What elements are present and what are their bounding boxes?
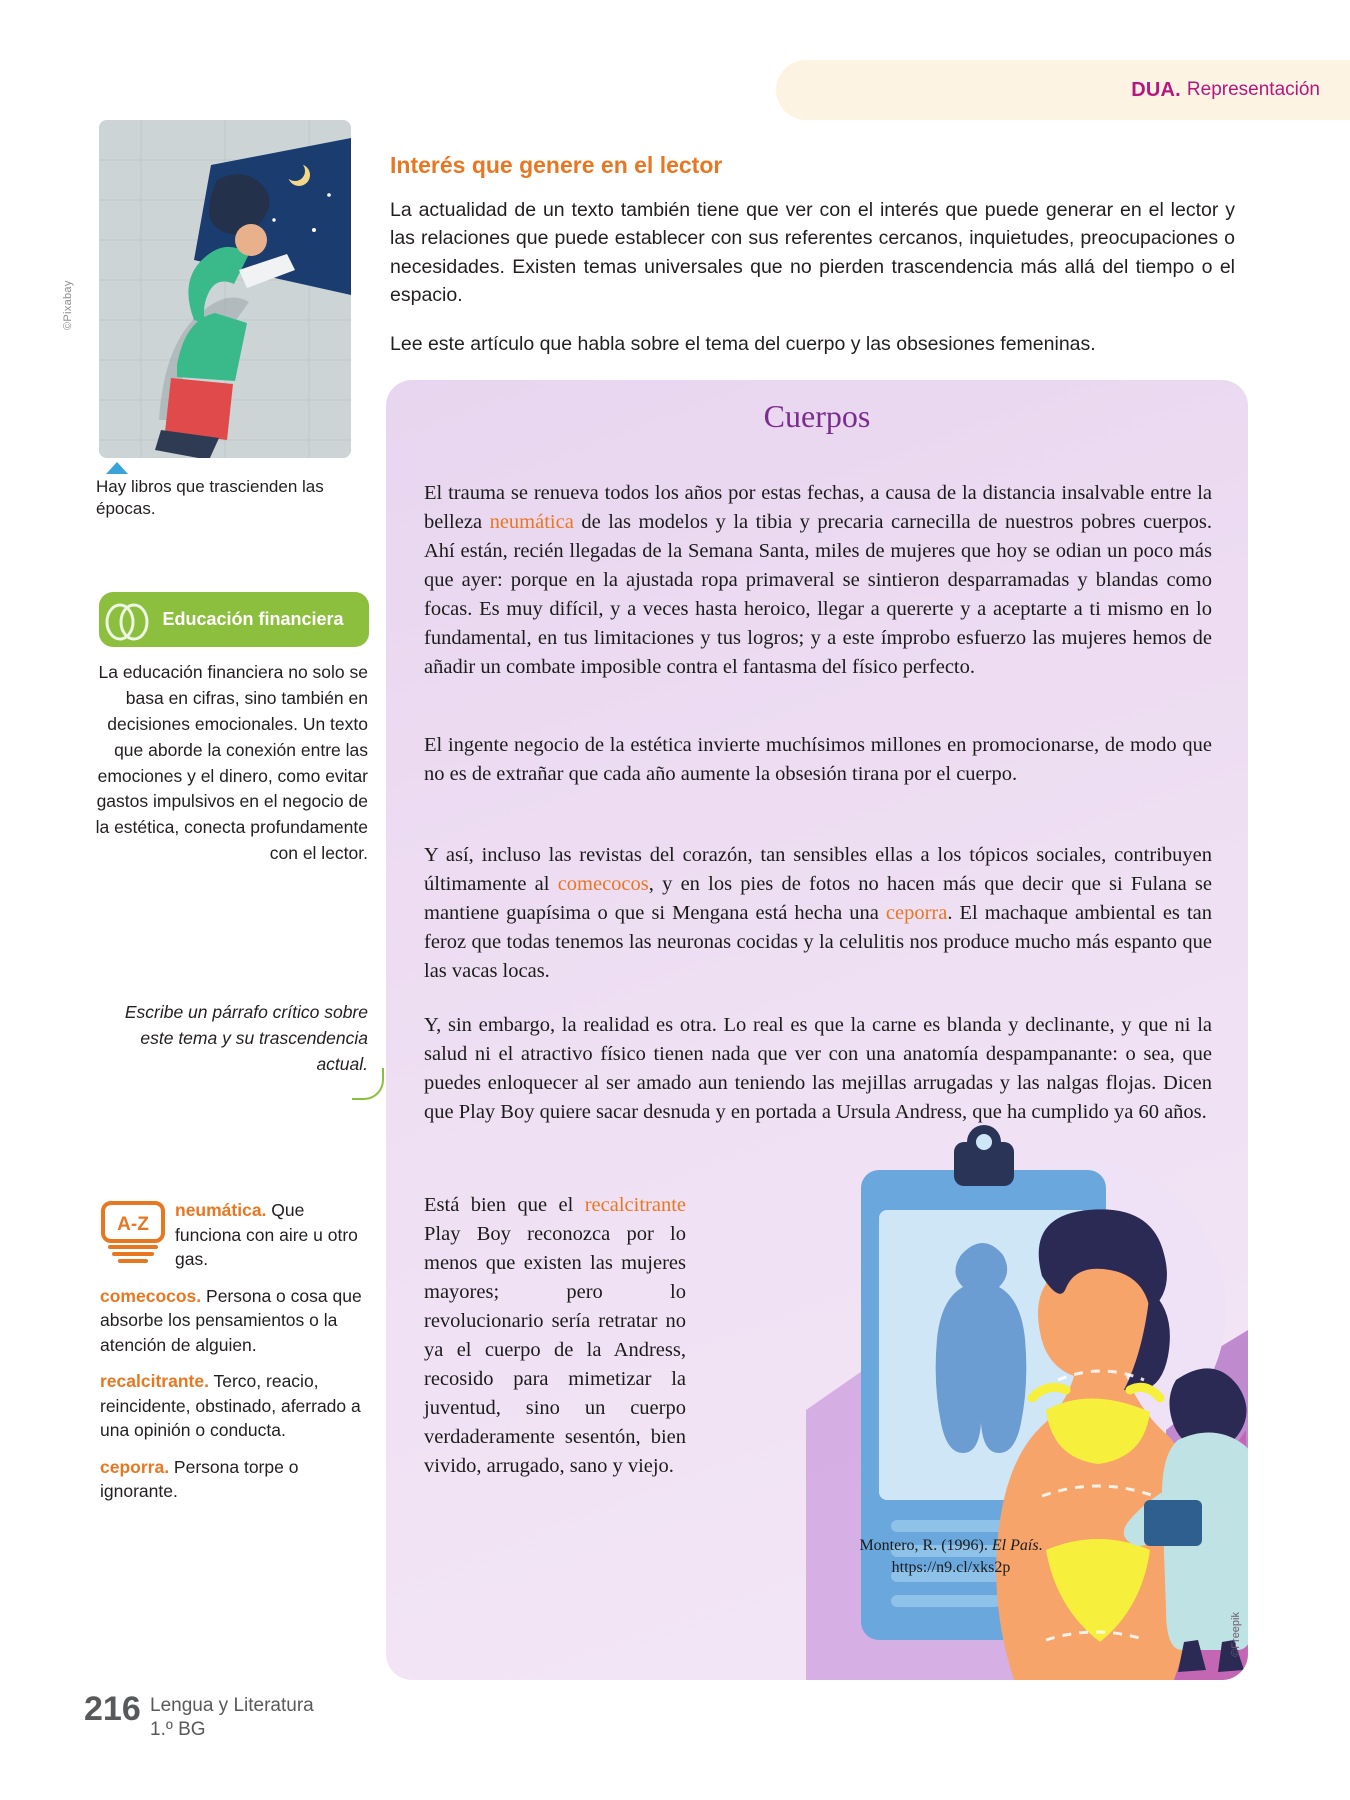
photo-credit: ©Pixabay <box>62 280 74 330</box>
p5-b: Play Boy reconozca por lo menos que existen las mujeres mayores; pero lo revolucionario sería retratar no ya el cuerpo de la Andress, recosido para mimetizar la juventud, sino un cuerpo verdaderamente sesentón, bien vivido, arrugado, sano y viejo. <box>424 1222 686 1478</box>
p5-highlight: recalcitrante <box>584 1193 686 1216</box>
glossary-list <box>100 1198 365 1516</box>
glossary-entry <box>100 1455 365 1504</box>
glossary-entry <box>100 1198 365 1272</box>
edu-financiera-title: Educación financiera <box>162 609 344 630</box>
section-title: Interés que genere en el lector <box>390 152 723 178</box>
footer-info <box>150 1694 314 1742</box>
svg-text:A-Z: A-Z <box>117 1214 149 1235</box>
glossary-def: Persona torpe o ignorante. <box>100 1456 299 1501</box>
glossary-def: Terco, reacio, reincidente, obstinado, aferrado a una opinión o conducta. <box>100 1371 361 1440</box>
reading-photo <box>99 120 351 458</box>
article-source <box>786 1535 1116 1578</box>
source-author: Montero, R. (1996). <box>859 1537 992 1554</box>
p5-a: Está bien que el <box>424 1193 585 1216</box>
coins-icon <box>104 600 150 644</box>
article-paragraph-4: Y, sin embargo, la realidad es otra. Lo real es que la carne es blanda y declinante, y que ni la salud ni el atractivo físico tienen nada que ver con una anatomía despampanante: o sea, que puedes enloquecer al ser amado aun teniendo las mejillas arrugadas y las nalgas flojas. Dicen que Play Boy quiere sacar desnuda y en portada a Ursula Andress, que ha cumplido ya 60 años. <box>424 1013 1212 1123</box>
source-url[interactable]: https://n9.cl/xks2p <box>891 1558 1011 1576</box>
caption-arrow-icon <box>106 462 128 474</box>
glossary-def: Que funciona con aire u otro gas. <box>175 1200 358 1269</box>
p3-highlight-1: comecocos <box>557 872 649 895</box>
p3-c: . El machaque ambiental es tan feroz que todas tenemos las neuronas cocidas y la celulitis nos produce mucho más espanto que las vacas locas. <box>424 901 1212 982</box>
article-panel <box>386 380 1248 1680</box>
footer-book: Lengua y Literatura <box>150 1695 314 1716</box>
footer-level: 1.º BG <box>150 1718 206 1740</box>
article-text <box>386 380 1248 1680</box>
source-publication: El País <box>991 1537 1039 1554</box>
dua-label: DUA. <box>1131 78 1181 101</box>
article-paragraph-1 <box>424 479 1212 683</box>
article-title: Cuerpos <box>763 398 871 434</box>
speech-bubble-tail-icon <box>352 1068 384 1100</box>
edu-financiera-task: Escribe un párrafo crítico sobre este tema y su trascendencia actual. <box>124 1002 368 1074</box>
page-number: 216 <box>84 1690 141 1728</box>
p1-b: de las modelos y la tibia y precaria carnecilla de nuestros pobres cuerpos. Ahí están, recién llegadas de la Semana Santa, miles de mujeres que hoy se odian un poco más que ayer: porque en la ajustada ropa primaveral se sintieron desparramadas y blandas como focas. Es muy difícil, y a veces hasta heroico, llegar a quererte y a aceptarte a ti mismo en lo fundamental, en tus limitaciones y tus logros; y a este ímprobo esfuerzo las mujeres hemos de añadir un combate imposible contra el fantasma del físico perfecto. <box>424 510 1212 679</box>
glossary-term: recalcitrante. <box>100 1371 209 1391</box>
p3-a: Y así, incluso las revistas del corazón, tan sensibles ellas a los tópicos sociales, contribuyen últimamente al <box>424 843 1212 895</box>
illustration-credit: ©Freepik <box>1230 1612 1242 1657</box>
dua-banner <box>776 60 1350 120</box>
glossary-entry <box>100 1284 365 1358</box>
source-punct: . <box>1038 1537 1043 1554</box>
glossary-def: Persona o cosa que absorbe los pensamientos o la atención de alguien. <box>100 1285 362 1355</box>
edu-financiera-body: La educación financiera no solo se basa en cifras, sino también en decisiones emocionales. Un texto que aborde la conexión entre las emociones y el dinero, como evitar gastos impulsivos en el negocio de la estética, conecta profundamente con el lector. <box>95 662 368 864</box>
glossary-term: ceporra. <box>100 1456 170 1477</box>
p3-highlight-2: ceporra <box>885 901 948 924</box>
photo-illustration <box>99 120 351 458</box>
photo-caption: Hay libros que trascienden las épocas. <box>96 477 324 519</box>
article-paragraph-5 <box>424 1191 686 1482</box>
glossary-term: neumática. <box>175 1200 267 1220</box>
p3-b: , y en los pies de fotos no hacen más que decir que si Fulana se mantiene guapísima o que si Mengana está hecha una <box>424 872 1212 924</box>
p1-a: El trauma se renueva todos los años por estas fechas, a causa de la distancia insalvable entre la belleza <box>424 481 1212 533</box>
intro-paragraph-1: La actualidad de un texto también tiene que ver con el interés que puede generar en el lector y las relaciones que puede establecer con sus referentes cercanos, inquietudes, preocupaciones o necesidades. Existen temas universales que no pierden trascendencia más allá del tiempo o el espacio. <box>390 199 1235 306</box>
intro-paragraph-2: Lee este artículo que habla sobre el tema del cuerpo y las obsesiones femeninas. <box>390 333 1096 355</box>
article-paragraph-3 <box>424 841 1212 987</box>
glossary-entry <box>100 1369 365 1443</box>
glossary-term: comecocos. <box>100 1285 202 1306</box>
p1-highlight: neumática <box>489 510 574 533</box>
dua-category: Representación <box>1186 79 1320 100</box>
article-paragraph-2: El ingente negocio de la estética invierte muchísimos millones en promocionarse, de modo que no es de extrañar que cada año aumente la obsesión tirana por el cuerpo. <box>424 733 1212 785</box>
